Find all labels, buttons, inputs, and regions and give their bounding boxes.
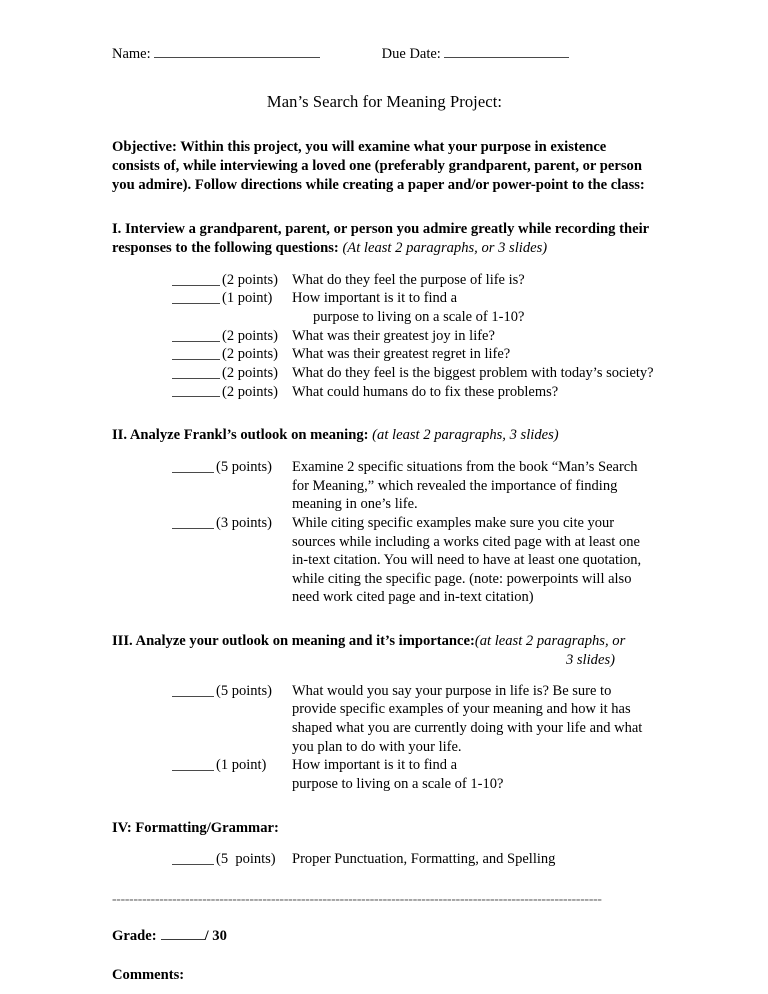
item-text: Proper Punctuation, Formatting, and Spelling [292, 851, 556, 868]
item-text: What was their greatest joy in life? [292, 327, 495, 344]
score-blank[interactable] [172, 756, 214, 771]
item-text-line2: purpose to living on a scale of 1-10? [292, 775, 504, 792]
score-blank[interactable] [172, 271, 220, 286]
comments-label: Comments: [112, 966, 185, 983]
scored-item [112, 345, 657, 364]
item-points: (5 points) [216, 459, 272, 476]
item-text: What do they feel the purpose of life is? [292, 271, 525, 288]
section-ii-note: (at least 2 paragraphs, 3 slides) [372, 427, 559, 444]
scored-item [112, 850, 657, 869]
item-text [292, 756, 657, 793]
section-i-title: I. Interview a grandparent, parent, or person you admire greatly while recording their responses to the following questions [112, 221, 649, 256]
item-points: (2 points) [222, 327, 278, 344]
name-blank[interactable] [154, 44, 320, 58]
score-blank[interactable] [172, 345, 220, 360]
grade-field [112, 925, 657, 945]
item-points: (3 points) [216, 514, 272, 531]
section-i-colon: : [333, 239, 339, 256]
item-points: (5 points) [216, 682, 272, 699]
due-date-field [382, 44, 569, 63]
score-blank[interactable] [172, 850, 214, 865]
objective-paragraph: Objective: Within this project, you will examine what your purpose in existence consists of, while interviewing a loved one (preferably grandparent, parent, or person you admire). Follow directions while creating a paper and/or power-point to the class: [112, 139, 645, 194]
header-fields [112, 44, 657, 63]
scored-item [112, 756, 657, 793]
scored-item [112, 364, 657, 383]
page-title: Man’s Search for Meaning Project: [266, 92, 503, 112]
score-blank[interactable] [172, 682, 214, 697]
name-label: Name: [112, 46, 151, 63]
grade-blank[interactable] [161, 925, 205, 940]
section-iii-title: III. Analyze your outlook on meaning and it’s importance: [112, 633, 475, 650]
item-text: What could humans do to fix these problems? [292, 383, 559, 400]
grade-total: / 30 [204, 927, 227, 944]
section-ii-items [112, 458, 657, 607]
grade-label: Grade: [112, 927, 157, 944]
section-iv-items [112, 850, 657, 869]
item-text [292, 289, 657, 326]
item-text: What was their greatest regret in life? [292, 346, 511, 363]
item-text: What do they feel is the biggest problem with today’s society? [292, 364, 654, 381]
score-blank[interactable] [172, 364, 220, 379]
section-iii-items [112, 682, 657, 794]
item-text-line1: How important is it to find a [292, 290, 458, 307]
section-iii-note: (at least 2 paragraphs, or [474, 633, 626, 650]
item-text: While citing specific examples make sure you cite your sources while including a works cited page with at least one in-text citation. You will need to have at least one quotation, while citing the specific page. (note: powerpoints will also need work cited page and in-text citation) [292, 514, 642, 606]
section-heading-iv [112, 819, 657, 838]
section-heading-iii [112, 632, 657, 670]
item-points: (2 points) [222, 346, 278, 363]
score-blank[interactable] [172, 458, 214, 473]
section-divider: ------------------------------------------------------------------------------------------------------------------ [112, 891, 602, 907]
scored-item [112, 383, 657, 402]
section-ii-title: II. Analyze Frankl’s outlook on meaning: [112, 427, 369, 444]
scored-item [112, 289, 657, 326]
due-date-blank[interactable] [444, 44, 569, 58]
item-text: Examine 2 specific situations from the book “Man’s Search for Meaning,” which revealed the importance of finding meaning in one’s life. [292, 459, 638, 513]
item-text-line2: purpose to living on a scale of 1-10? [313, 309, 525, 326]
section-heading-i [112, 220, 657, 258]
item-points: (5 points) [216, 851, 276, 868]
scored-item [112, 271, 657, 290]
item-points: (2 points) [222, 271, 278, 288]
item-points: (2 points) [222, 364, 278, 381]
section-i-note: (At least 2 paragraphs, or 3 slides) [342, 239, 548, 256]
section-iii-note-wrap: 3 slides) [565, 651, 615, 668]
section-i-items [112, 271, 657, 401]
score-blank[interactable] [172, 327, 220, 342]
score-blank[interactable] [172, 289, 220, 304]
score-blank[interactable] [172, 383, 220, 398]
item-text: What would you say your purpose in life is? Be sure to provide specific examples of your meaning and how it has shaped what you are currently doing with your life and what you plan to do with your life. [292, 682, 643, 755]
item-text-line1: How important is it to find a [292, 757, 458, 774]
scored-item [112, 514, 657, 607]
score-blank[interactable] [172, 514, 214, 529]
scored-item [112, 682, 657, 757]
name-field [112, 44, 320, 63]
item-points: (1 point) [222, 290, 273, 307]
scored-item [112, 458, 657, 514]
item-points: (1 point) [216, 757, 267, 774]
section-iv-title: IV: Formatting/Grammar: [112, 819, 279, 836]
section-heading-ii [112, 426, 657, 445]
item-points: (2 points) [222, 383, 278, 400]
due-date-label: Due Date: [381, 46, 441, 63]
scored-item [112, 327, 657, 346]
